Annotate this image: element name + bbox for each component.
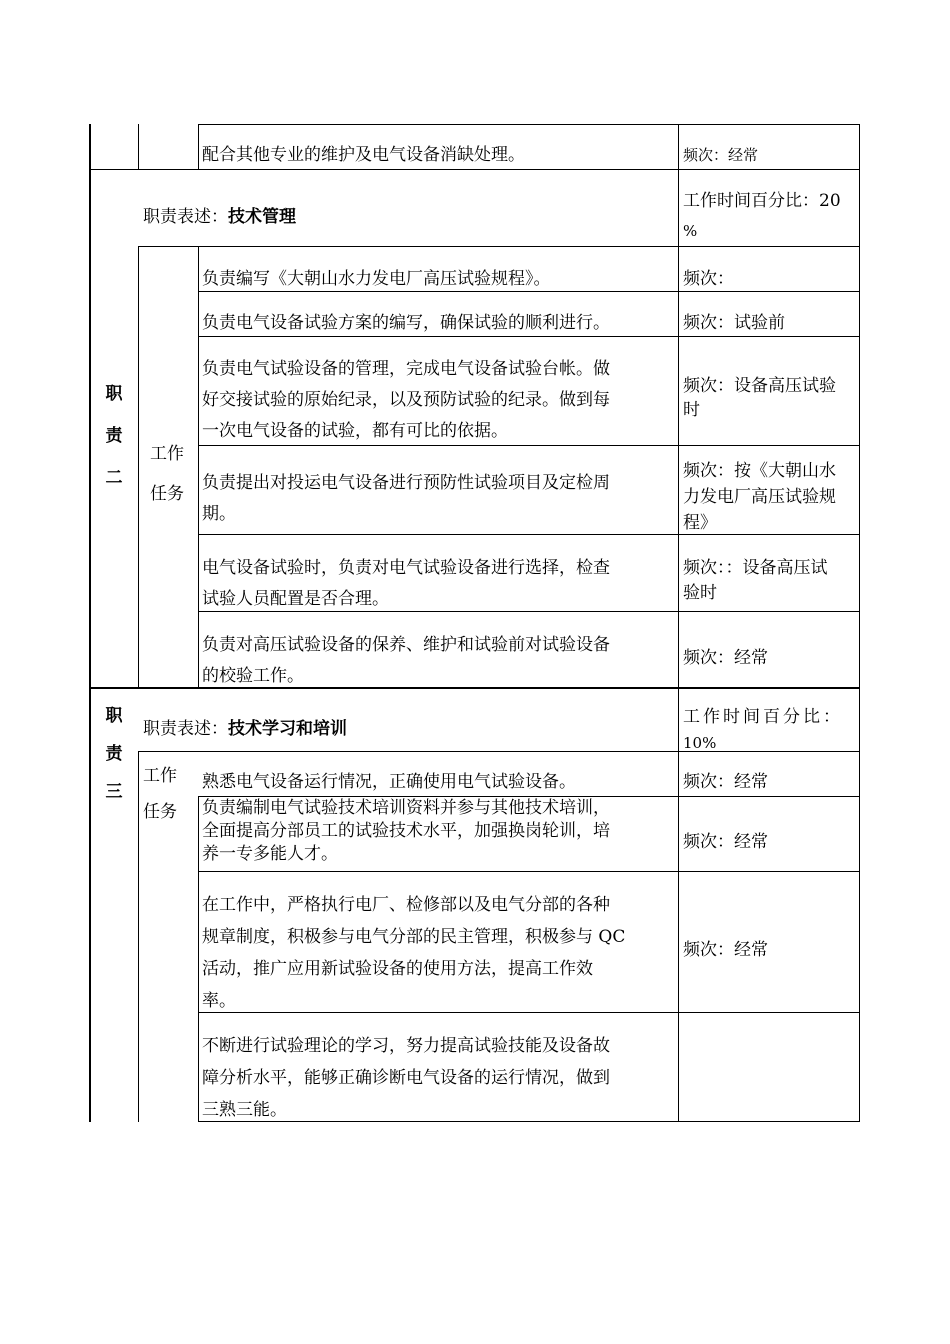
task-text: 负责电气设备试验方案的编写，确保试验的顺利进行。 <box>202 313 610 333</box>
border-left <box>89 124 91 1122</box>
frequency-text: 频次：经常 <box>683 146 759 164</box>
task-text: 负责对高压试验设备的保养、维护和试验前对试验设备 的校验工作。 <box>202 635 610 686</box>
task-text: 负责编制电气试验技术培训资料并参与其他技术培训， 全面提高分部员工的试验技术水平，加强换岗轮训，培 养一专多能人才。 <box>202 798 610 864</box>
frequency-text: 频次：按《大朝山水 力发电厂高压试验规 程》 <box>683 461 836 533</box>
frequency-text: 频次：试验前 <box>683 313 785 333</box>
col-line-1 <box>138 124 139 170</box>
task-label: 工作 任务 <box>150 444 184 504</box>
task-text: 配合其他专业的维护及电气设备消缺处理。 <box>202 145 525 165</box>
task-text: 在工作中，严格执行电厂、检修部以及电气分部的各种 规章制度，积极参与电气分部的民主管理，积极参与 QC 活动，推广应用新试验设备的使用方法，提高工作效 率。 <box>202 895 626 1011</box>
col-line-1c <box>138 751 139 1122</box>
duty-description: 职责表述：技术管理 <box>143 207 296 227</box>
duty-two-label: 职 责 二 <box>105 384 123 488</box>
task-text: 熟悉电气设备运行情况，正确使用电气试验设备。 <box>202 772 576 792</box>
col-line-2 <box>198 124 199 170</box>
col-line-3 <box>678 124 679 1122</box>
frequency-text: 频次：经常 <box>683 772 768 792</box>
task-text: 负责电气试验设备的管理，完成电气设备试验台帐。做 好交接试验的原始纪录，以及预防试验的纪录。做到每 一次电气设备的试验，都有可比的依据。 <box>202 359 610 441</box>
row-line-k <box>198 871 860 872</box>
frequency-text: 频次：设备高压试验 时 <box>683 376 836 420</box>
task-text: 负责编写《大朝山水力发电厂高压试验规程》。 <box>202 269 551 289</box>
col-line-1b <box>138 246 139 688</box>
duty-description: 职责表述：技术学习和培训 <box>143 719 347 739</box>
frequency-text: 频次：：设备高压试 验时 <box>683 558 828 603</box>
row-line-a <box>89 169 860 170</box>
frequency-text: 频次： <box>683 269 734 289</box>
col-line-2b <box>198 246 199 688</box>
col-line-2c <box>198 796 199 1122</box>
row-line-d <box>198 336 860 337</box>
task-label: 工作 任务 <box>143 766 177 822</box>
border-right <box>859 124 860 1122</box>
frequency-text: 频次：经常 <box>683 940 768 960</box>
row-line-top <box>198 124 860 125</box>
duty-three-label: 职 责 三 <box>105 706 123 802</box>
row-line-b <box>138 246 860 247</box>
time-percentage: 工作时间百分比： 10% <box>683 707 843 752</box>
task-text: 负责提出对投运电气设备进行预防性试验项目及定检周 期。 <box>202 473 610 524</box>
frequency-text: 频次：经常 <box>683 832 768 852</box>
frequency-text: 频次：经常 <box>683 648 768 668</box>
time-percentage: 工作时间百分比：20 % <box>683 191 841 240</box>
task-text: 电气设备试验时，负责对电气试验设备进行选择，检查 试验人员配置是否合理。 <box>202 558 610 609</box>
task-text: 不断进行试验理论的学习，努力提高试验技能及设备故 障分析水平，能够正确诊断电气设备的运行情况，做到 三熟三能。 <box>202 1036 610 1120</box>
